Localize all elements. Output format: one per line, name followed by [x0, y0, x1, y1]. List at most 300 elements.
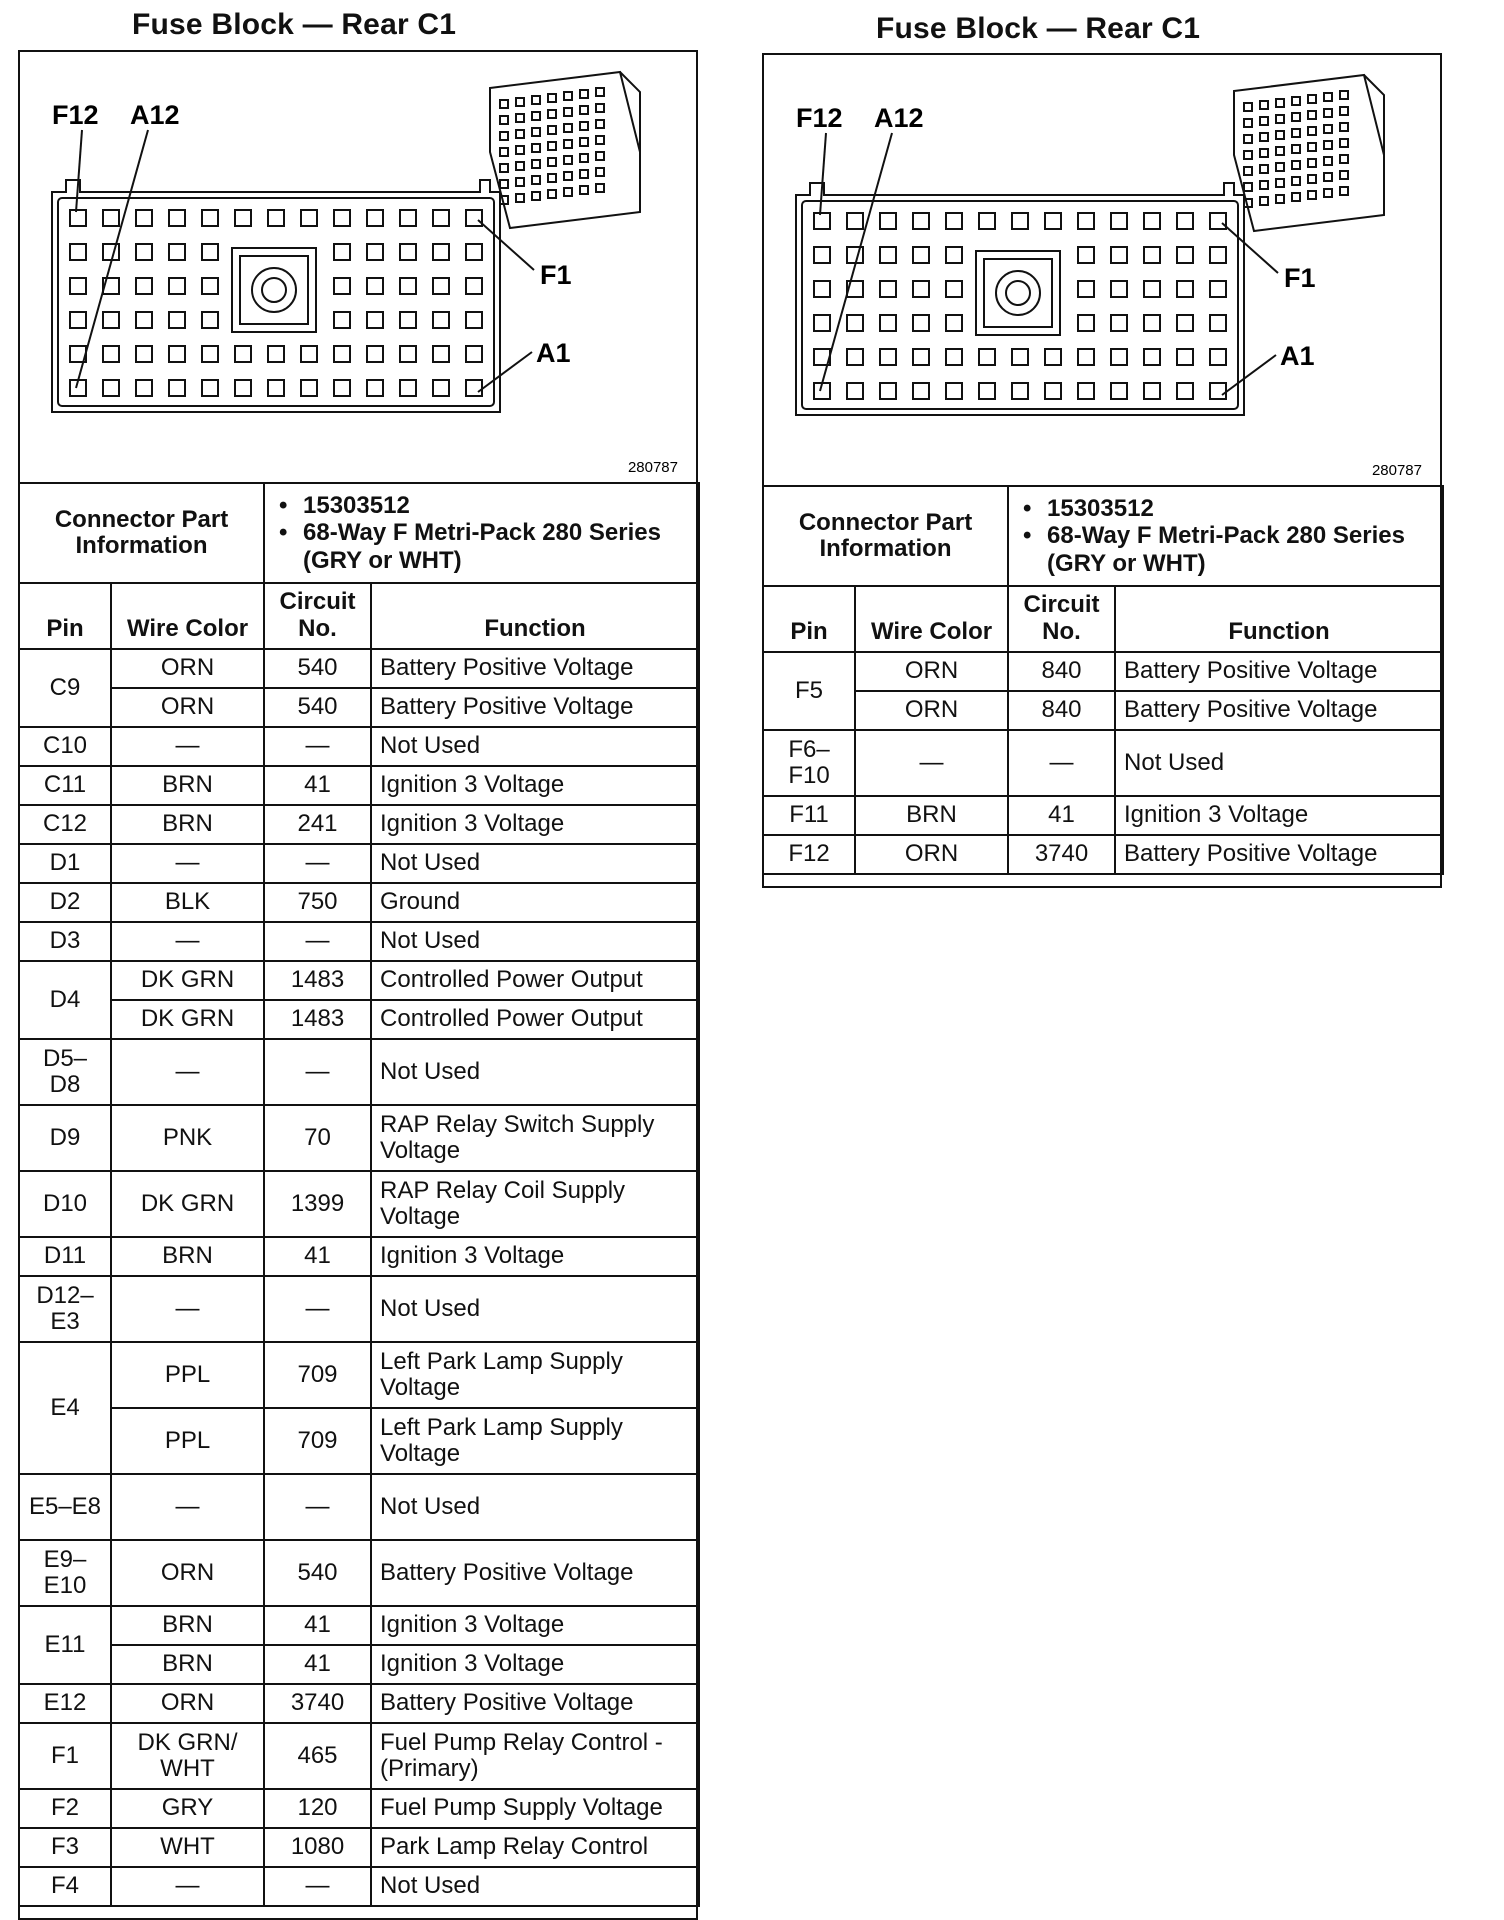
pin-cavity: [235, 346, 251, 362]
pin-cell: F1: [19, 1723, 111, 1789]
pin-cavity: [136, 380, 152, 396]
pin-cavity: [202, 210, 218, 226]
pin-cell: E5–E8: [19, 1474, 111, 1540]
pin-cavity: [70, 278, 86, 294]
circuit-cell: 241: [264, 805, 371, 844]
wire-color-cell: —: [111, 727, 264, 766]
circuit-cell: —: [264, 844, 371, 883]
left-connector-drawing: [20, 52, 696, 482]
pin-cell: C11: [19, 766, 111, 805]
pin-cell: C10: [19, 727, 111, 766]
right-connector-drawing: [764, 55, 1440, 485]
circuit-cell: 41: [264, 1645, 371, 1684]
pin-cavity: [1177, 247, 1193, 263]
thumbnail-cavity: [1324, 109, 1332, 117]
pin-cell: F3: [19, 1828, 111, 1867]
function-cell: Not Used: [371, 844, 699, 883]
table-row: [19, 766, 699, 805]
pin-cavity: [1078, 247, 1094, 263]
thumbnail-cavity: [1244, 183, 1252, 191]
thumbnail-cavity: [1324, 93, 1332, 101]
connector-part-info: [264, 483, 699, 583]
thumbnail-cavity: [500, 164, 508, 172]
pin-cavity: [334, 346, 350, 362]
right-connector-panel: [762, 53, 1442, 888]
thumbnail-cavity: [1340, 171, 1348, 179]
pin-cavity: [103, 346, 119, 362]
pin-cavity: [301, 210, 317, 226]
pin-cavity: [334, 380, 350, 396]
circuit-cell: 3740: [264, 1684, 371, 1723]
pin-cavity: [1144, 349, 1160, 365]
thumbnail-cavity: [516, 114, 524, 122]
thumbnail-cavity: [580, 122, 588, 130]
thumbnail-cavity: [1324, 173, 1332, 181]
wire-color-cell: BRN: [855, 796, 1008, 835]
table-row: [19, 1171, 699, 1237]
thumbnail-cavity: [1324, 189, 1332, 197]
thumbnail-cavity: [532, 96, 540, 104]
pin-cavity: [847, 315, 863, 331]
connector-part-info: [1008, 486, 1443, 586]
thumbnail-cavity: [1244, 151, 1252, 159]
thumbnail-cavity: [548, 174, 556, 182]
thumbnail-cavity: [516, 130, 524, 138]
pin-cavity: [202, 346, 218, 362]
thumbnail-cavity: [596, 104, 604, 112]
table-row: [19, 1105, 699, 1171]
connector-body: [796, 133, 1278, 415]
pin-cavity: [1045, 349, 1061, 365]
table-row: [763, 691, 1443, 730]
function-cell: Ignition 3 Voltage: [371, 805, 699, 844]
circuit-cell: —: [264, 1276, 371, 1342]
circuit-cell: 1483: [264, 1000, 371, 1039]
pin-cavity: [466, 380, 482, 396]
circuit-cell: —: [264, 1474, 371, 1540]
header-function: Function: [1115, 586, 1443, 652]
table-row: [763, 730, 1443, 796]
pin-cavity: [169, 244, 185, 260]
pin-cavity: [979, 213, 995, 229]
pin-cavity: [1144, 247, 1160, 263]
thumbnail-cavity: [1324, 157, 1332, 165]
pin-cavity: [1210, 281, 1226, 297]
pin-cell: D9: [19, 1105, 111, 1171]
thumbnail-cavity: [1324, 125, 1332, 133]
thumbnail-cavity: [1260, 165, 1268, 173]
function-cell: Not Used: [371, 1276, 699, 1342]
pin-cavity: [1177, 213, 1193, 229]
pin-cavity: [1111, 247, 1127, 263]
pin-cavity: [367, 210, 383, 226]
table-row: [19, 1789, 699, 1828]
pin-cavity: [1177, 383, 1193, 399]
table-row: [19, 922, 699, 961]
thumbnail-cavity: [1260, 181, 1268, 189]
thumbnail-cavity: [596, 168, 604, 176]
thumbnail-cavity: [1244, 119, 1252, 127]
callout-f12: F12: [52, 100, 99, 130]
circuit-cell: 120: [264, 1789, 371, 1828]
function-cell: Controlled Power Output: [371, 961, 699, 1000]
thumbnail-cavity: [1308, 159, 1316, 167]
pin-cell: D12–E3: [19, 1276, 111, 1342]
pin-cavity: [367, 312, 383, 328]
pin-cell: F6–F10: [763, 730, 855, 796]
table-row: [19, 1039, 699, 1105]
pin-cavity: [301, 380, 317, 396]
thumbnail-cavity: [1260, 117, 1268, 125]
pin-cavity: [301, 346, 317, 362]
pin-cavity: [880, 281, 896, 297]
pin-cavity: [1177, 315, 1193, 331]
circuit-cell: —: [1008, 730, 1115, 796]
pin-cavity: [103, 380, 119, 396]
function-cell: Not Used: [371, 1867, 699, 1906]
function-cell: Battery Positive Voltage: [1115, 652, 1443, 691]
wire-color-cell: DK GRN/ WHT: [111, 1723, 264, 1789]
thumbnail-cavity: [1340, 155, 1348, 163]
thumbnail-cavity: [1308, 127, 1316, 135]
thumbnail-cavity: [500, 116, 508, 124]
thumbnail-cavity: [580, 90, 588, 98]
pin-cavity: [433, 380, 449, 396]
thumbnail-cavity: [1292, 193, 1300, 201]
pin-cell: D1: [19, 844, 111, 883]
function-cell: Left Park Lamp Supply Voltage: [371, 1408, 699, 1474]
wire-color-cell: ORN: [111, 1540, 264, 1606]
thumbnail-cavity: [548, 110, 556, 118]
pin-cavity: [466, 210, 482, 226]
circuit-cell: 1483: [264, 961, 371, 1000]
table-row: [19, 1828, 699, 1867]
pin-cavity: [913, 349, 929, 365]
wire-color-cell: PPL: [111, 1342, 264, 1408]
pin-cavity: [169, 278, 185, 294]
pin-cavity: [814, 281, 830, 297]
function-cell: Ignition 3 Voltage: [371, 1606, 699, 1645]
wire-color-cell: —: [111, 1867, 264, 1906]
pin-cavity: [1210, 213, 1226, 229]
table-row: [19, 1000, 699, 1039]
callout-a1: A1: [1280, 341, 1315, 371]
circuit-cell: 840: [1008, 652, 1115, 691]
pin-cavity: [334, 278, 350, 294]
circuit-cell: 709: [264, 1342, 371, 1408]
pin-cavity: [367, 380, 383, 396]
thumbnail-cavity: [1276, 131, 1284, 139]
function-cell: Battery Positive Voltage: [371, 688, 699, 727]
wire-color-cell: PNK: [111, 1105, 264, 1171]
wire-color-cell: —: [111, 1474, 264, 1540]
pin-cavity: [1210, 247, 1226, 263]
pin-cavity: [1177, 281, 1193, 297]
pin-cavity: [103, 312, 119, 328]
callout-f12: F12: [796, 103, 843, 133]
table-row: [19, 844, 699, 883]
function-cell: Battery Positive Voltage: [371, 1684, 699, 1723]
pin-cavity: [913, 383, 929, 399]
wire-color-cell: BRN: [111, 1606, 264, 1645]
circuit-cell: 41: [1008, 796, 1115, 835]
function-cell: Ignition 3 Voltage: [1115, 796, 1443, 835]
pin-cell: D5–D8: [19, 1039, 111, 1105]
thumbnail-cavity: [564, 172, 572, 180]
pin-cavity: [880, 247, 896, 263]
reference-number: 280787: [627, 459, 678, 476]
pin-cavity: [202, 244, 218, 260]
callout-a12: A12: [874, 103, 924, 133]
pin-cell: F2: [19, 1789, 111, 1828]
thumbnail-cavity: [564, 92, 572, 100]
pin-cavity: [1111, 349, 1127, 365]
wire-color-cell: BRN: [111, 805, 264, 844]
pin-cavity: [1012, 213, 1028, 229]
pin-cavity: [1078, 213, 1094, 229]
pin-cavity: [400, 210, 416, 226]
function-cell: Not Used: [371, 1039, 699, 1105]
circuit-cell: 70: [264, 1105, 371, 1171]
connector-thumbnail: [490, 72, 640, 228]
wire-color-cell: PPL: [111, 1408, 264, 1474]
wire-color-cell: —: [111, 1039, 264, 1105]
pin-cavity: [466, 244, 482, 260]
thumbnail-cavity: [580, 106, 588, 114]
pin-cavity: [334, 244, 350, 260]
table-row: [19, 1408, 699, 1474]
function-cell: Battery Positive Voltage: [1115, 691, 1443, 730]
thumbnail-cavity: [516, 178, 524, 186]
pin-cavity: [913, 315, 929, 331]
wire-color-cell: —: [111, 844, 264, 883]
pin-cell: E4: [19, 1342, 111, 1474]
thumbnail-cavity: [548, 94, 556, 102]
pin-cavity: [202, 312, 218, 328]
thumbnail-cavity: [564, 188, 572, 196]
function-cell: Battery Positive Voltage: [371, 649, 699, 688]
thumbnail-cavity: [1324, 141, 1332, 149]
thumbnail-cavity: [596, 152, 604, 160]
pin-cavity: [433, 278, 449, 294]
function-cell: Ground: [371, 883, 699, 922]
table-row: [19, 883, 699, 922]
pin-cavity: [1111, 383, 1127, 399]
pin-cavity: [367, 278, 383, 294]
wire-color-cell: ORN: [855, 835, 1008, 874]
table-row: [763, 652, 1443, 691]
pin-cell: E9–E10: [19, 1540, 111, 1606]
pin-cavity: [169, 210, 185, 226]
thumbnail-cavity: [1340, 187, 1348, 195]
pin-cavity: [169, 312, 185, 328]
thumbnail-cavity: [548, 126, 556, 134]
thumbnail-cavity: [1260, 197, 1268, 205]
table-row: [19, 688, 699, 727]
circuit-cell: 41: [264, 1606, 371, 1645]
thumbnail-cavity: [1308, 143, 1316, 151]
header-wire-color: Wire Color: [855, 586, 1008, 652]
pin-cavity: [1012, 349, 1028, 365]
callout-f1: F1: [1284, 263, 1316, 293]
pin-cavity: [847, 383, 863, 399]
pin-cavity: [1045, 383, 1061, 399]
pin-cell: D2: [19, 883, 111, 922]
function-cell: Battery Positive Voltage: [371, 1540, 699, 1606]
left-table-body: [19, 483, 699, 1906]
thumbnail-cavity: [516, 194, 524, 202]
circuit-cell: —: [264, 922, 371, 961]
pin-cavity: [1210, 315, 1226, 331]
table-row: [19, 1342, 699, 1408]
pin-cell: E11: [19, 1606, 111, 1684]
pin-cavity: [433, 312, 449, 328]
pin-cavity: [169, 346, 185, 362]
function-cell: Fuel Pump Relay Control - (Primary): [371, 1723, 699, 1789]
thumbnail-cavity: [532, 160, 540, 168]
table-row: [19, 1276, 699, 1342]
pin-cavity: [400, 346, 416, 362]
function-cell: Ignition 3 Voltage: [371, 766, 699, 805]
thumbnail-cavity: [548, 158, 556, 166]
header-circuit-no: Circuit No.: [1008, 586, 1115, 652]
pin-cavity: [814, 315, 830, 331]
pin-cavity: [913, 247, 929, 263]
connector-part-label: Connector Part Information: [19, 483, 264, 583]
wire-color-cell: ORN: [855, 691, 1008, 730]
pin-cavity: [1078, 315, 1094, 331]
thumbnail-cavity: [580, 186, 588, 194]
pin-cavity: [268, 210, 284, 226]
table-row: [19, 1645, 699, 1684]
pin-cavity: [946, 281, 962, 297]
pin-cavity: [979, 349, 995, 365]
left-pinout-table: [18, 482, 700, 1907]
pin-cavity: [847, 247, 863, 263]
thumbnail-cavity: [1292, 177, 1300, 185]
pin-cavity: [1078, 349, 1094, 365]
function-cell: Ignition 3 Voltage: [371, 1645, 699, 1684]
pin-cavity: [1144, 383, 1160, 399]
thumbnail-cavity: [580, 170, 588, 178]
thumbnail-cavity: [1340, 107, 1348, 115]
pin-cavity: [1210, 349, 1226, 365]
pin-cavity: [1144, 315, 1160, 331]
circuit-cell: 840: [1008, 691, 1115, 730]
wire-color-cell: ORN: [855, 652, 1008, 691]
connector-part-label: Connector Part Information: [763, 486, 1008, 586]
function-cell: RAP Relay Coil Supply Voltage: [371, 1171, 699, 1237]
connector-part-number: • 15303512: [303, 492, 690, 520]
pin-cavity: [814, 213, 830, 229]
function-cell: RAP Relay Switch Supply Voltage: [371, 1105, 699, 1171]
pin-cell: C12: [19, 805, 111, 844]
pin-cavity: [169, 380, 185, 396]
thumbnail-cavity: [1276, 147, 1284, 155]
circuit-cell: 465: [264, 1723, 371, 1789]
pin-cavity: [136, 346, 152, 362]
left-connector-panel: [18, 50, 698, 1920]
thumbnail-cavity: [532, 144, 540, 152]
pin-cavity: [913, 281, 929, 297]
thumbnail-cavity: [1308, 95, 1316, 103]
pin-cavity: [202, 380, 218, 396]
function-cell: Fuel Pump Supply Voltage: [371, 1789, 699, 1828]
pin-cell: D10: [19, 1171, 111, 1237]
pin-cavity: [847, 213, 863, 229]
thumbnail-cavity: [532, 176, 540, 184]
pin-cavity: [979, 383, 995, 399]
thumbnail-cavity: [500, 180, 508, 188]
pin-cavity: [1144, 213, 1160, 229]
thumbnail-cavity: [564, 124, 572, 132]
connector-part-number: • 15303512: [1047, 495, 1434, 523]
pin-cavity: [433, 346, 449, 362]
pin-cavity: [235, 210, 251, 226]
circuit-cell: —: [264, 1039, 371, 1105]
thumbnail-cavity: [1292, 161, 1300, 169]
pin-cell: C9: [19, 649, 111, 727]
thumbnail-cavity: [580, 138, 588, 146]
table-row: [19, 1474, 699, 1540]
thumbnail-cavity: [564, 108, 572, 116]
function-cell: Not Used: [371, 1474, 699, 1540]
thumbnail-cavity: [532, 192, 540, 200]
thumbnail-cavity: [596, 88, 604, 96]
pin-cavity: [847, 349, 863, 365]
circuit-cell: 540: [264, 649, 371, 688]
table-row: [19, 1606, 699, 1645]
function-cell: Left Park Lamp Supply Voltage: [371, 1342, 699, 1408]
connector-part-type: • 68-Way F Metri-Pack 280 Series (GRY or WHT): [303, 519, 690, 574]
pin-cavity: [1078, 383, 1094, 399]
thumbnail-cavity: [532, 112, 540, 120]
thumbnail-cavity: [1340, 91, 1348, 99]
pin-cavity: [103, 210, 119, 226]
thumbnail-cavity: [516, 98, 524, 106]
thumbnail-cavity: [596, 184, 604, 192]
function-cell: Controlled Power Output: [371, 1000, 699, 1039]
pin-cell: D11: [19, 1237, 111, 1276]
right-header-row: [763, 586, 1443, 652]
pin-cell: F5: [763, 652, 855, 730]
right-title: Fuse Block — Rear C1: [876, 12, 1201, 45]
table-row: [19, 1867, 699, 1906]
thumbnail-cavity: [1276, 115, 1284, 123]
pin-cavity: [136, 244, 152, 260]
pin-cavity: [946, 349, 962, 365]
table-row: [19, 1723, 699, 1789]
pin-cavity: [913, 213, 929, 229]
header-pin: Pin: [763, 586, 855, 652]
callout-a1: A1: [536, 338, 571, 368]
wire-color-cell: WHT: [111, 1828, 264, 1867]
thumbnail-cavity: [532, 128, 540, 136]
wire-color-cell: DK GRN: [111, 1000, 264, 1039]
left-title: Fuse Block — Rear C1: [132, 8, 457, 41]
pin-cavity: [1144, 281, 1160, 297]
thumbnail-cavity: [516, 162, 524, 170]
pin-cavity: [70, 210, 86, 226]
connector-part-type: • 68-Way F Metri-Pack 280 Series (GRY or WHT): [1047, 522, 1434, 577]
circuit-cell: 540: [264, 1540, 371, 1606]
left-header-row: [19, 583, 699, 649]
connector-body: [52, 130, 534, 412]
pin-cavity: [814, 247, 830, 263]
thumbnail-cavity: [1292, 97, 1300, 105]
thumbnail-cavity: [1292, 145, 1300, 153]
function-cell: Not Used: [1115, 730, 1443, 796]
